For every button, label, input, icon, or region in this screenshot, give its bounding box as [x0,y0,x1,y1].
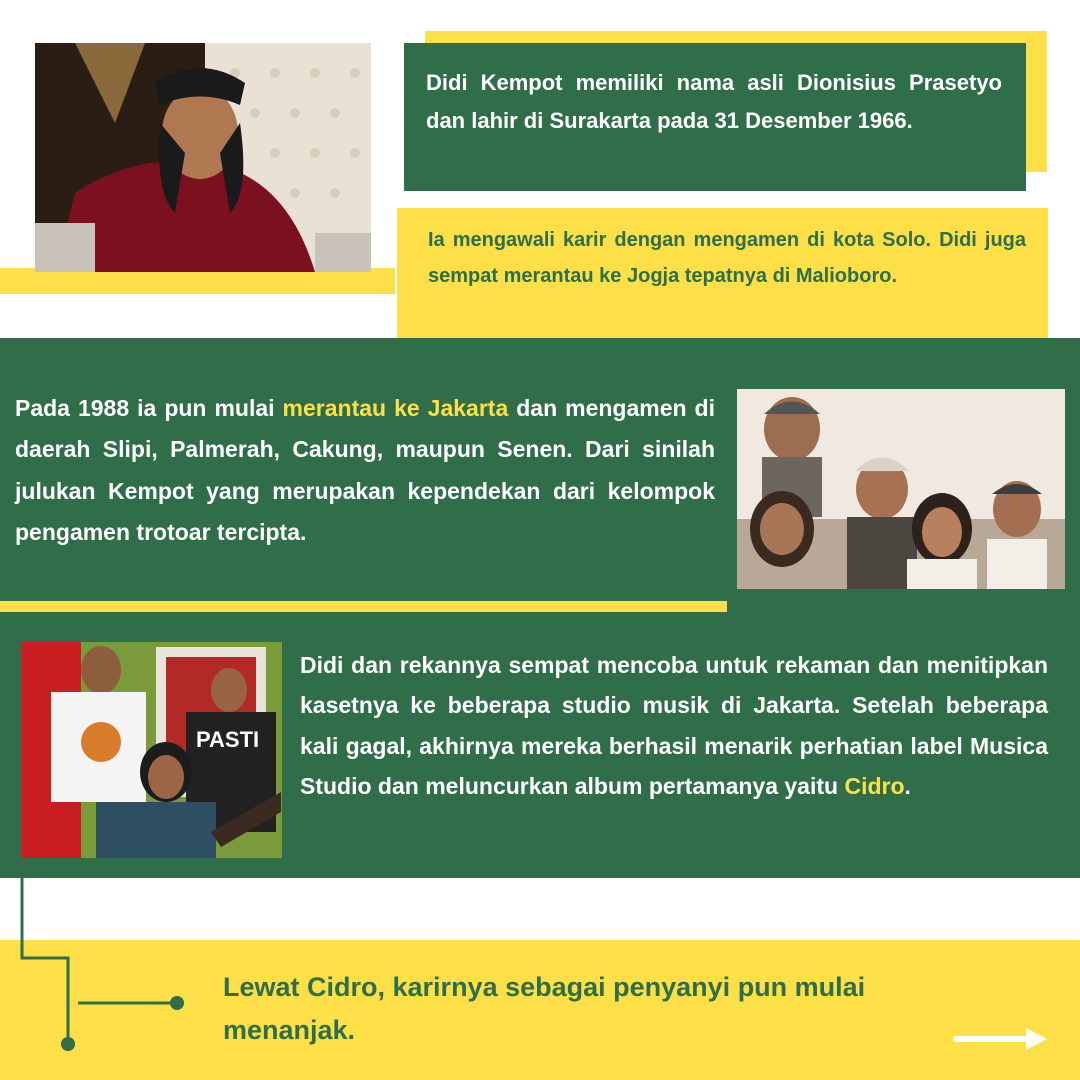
recording-text-end: . [904,773,911,800]
circuit-line-decoration [0,878,200,1058]
svg-text:PASTI: PASTI [196,727,260,752]
recording-text-start: Didi dan rekannya sempat mencoba untuk rekaman dan menitipkan kasetnya ke beberapa studio musik di Jakarta. Setelah beberapa kali gagal, akhirnya mereka berhasil menarik perhatian label Musica Studio dan meluncurkan album pertamanya yaitu [300,652,1048,800]
footer-text: Lewat Cidro, karirnya sebagai penyanyi pun mulai menanjak. [223,972,866,1046]
didi-kempot-portrait-photo [35,43,371,272]
right-arrow-icon[interactable] [952,1026,1050,1052]
early-career-box [397,208,1048,339]
jakarta-underline-bar [0,601,727,612]
cidro-highlight: Cidro [844,773,905,800]
early-career-text: Ia mengawali karir dengan mengamen di kota Solo. Didi juga sempat merantau ke Jogja tepatnya di Malioboro. [428,229,1026,287]
jakarta-highlight: merantau ke Jakarta [282,395,509,421]
band-members-photo [21,642,282,858]
bio-intro-text: Didi Kempot memiliki nama asli Dionisius Prasetyo dan lahir di Surakarta pada 31 Desember 1966. [426,70,1002,133]
street-musicians-photo [737,389,1065,589]
jakarta-text [15,388,715,554]
bio-intro-box [404,43,1026,191]
jakarta-text-start: Pada 1988 ia pun mulai [15,395,283,421]
jakarta-text-end: dan mengamen di daerah Slipi, Palmerah, Cakung, maupun Senen. Dari sinilah julukan Kempot yang merupakan kependekan dari kelompok pengamen trotoar tercipta. [15,395,715,546]
recording-text [300,645,1048,807]
